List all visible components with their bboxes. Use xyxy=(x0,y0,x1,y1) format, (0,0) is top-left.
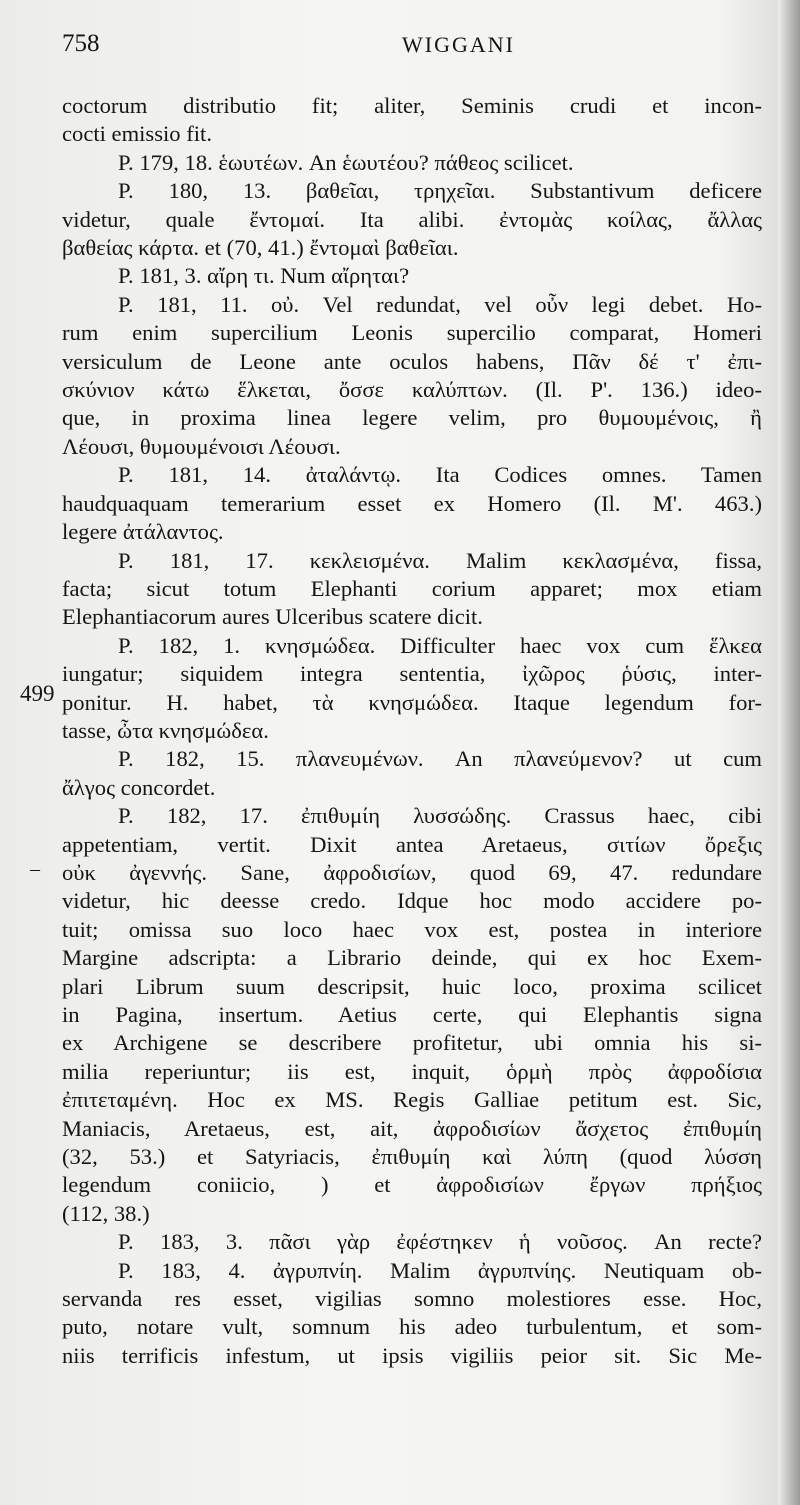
text-line: Margine adscripta: a Librario deinde, qui ex hoc Exem- xyxy=(62,945,762,971)
text-line: milia reperiuntur; iis est, inquit, ὁρμὴ πρὸς ἀφροδίσια xyxy=(62,1058,762,1084)
margin-line-number: 499 xyxy=(20,681,55,706)
text-line: appetentiam, vertit. Dixit antea Aretaeus, σιτίων ὄρεξις xyxy=(62,831,762,857)
text-line: legere ἀτάλαντος. xyxy=(62,519,224,545)
text-line: ex Archigene se describere profitetur, ubi omnia his si- xyxy=(62,1030,762,1056)
text-line: P. 181, 3. αἴρη τι. Num αἴρηται? xyxy=(118,263,410,289)
text-line: niis terrificis infestum, ut ipsis vigiliis peior sit. Sic Me- xyxy=(62,1342,762,1368)
text-line: P. 182, 1. κνησμώδεα. Difficulter haec vox cum ἕλκεα xyxy=(118,632,762,658)
text-line: (32, 53.) et Satyriacis, ἐπιθυμίη καὶ λύπη (quod λύσση xyxy=(62,1144,762,1170)
text-line: servanda res esset, vigilias somno molestiores esse. Hoc, xyxy=(62,1286,762,1312)
text-line: rum enim supercilium Leonis supercilio comparat, Homeri xyxy=(62,320,762,346)
text-line: P. 181, 11. οὐ. Vel redundat, vel οὖν legi debet. Ho- xyxy=(118,291,762,317)
text-line: haudquaquam temerarium esset ex Homero (Il. Μ'. 463.) xyxy=(62,490,762,516)
text-line: plari Librum suum descripsit, huic loco, proxima scilicet xyxy=(62,973,762,999)
running-head: WIGGANI xyxy=(402,32,515,57)
text-line: ἄλγος concordet. xyxy=(62,774,216,800)
page-binding-shadow xyxy=(778,0,800,1505)
text-line: σκύνιον κάτω ἕλκεται, ὄσσε καλύπτων. (Il. Ρ'. 136.) ideo- xyxy=(62,377,762,403)
text-line: οὐκ ἀγεννής. Sane, ἀφροδισίων, quod 69, 47. redundare xyxy=(62,859,762,885)
text-line: tuit; omissa suo loco haec vox est, postea in interiore xyxy=(62,916,762,942)
margin-dash-mark: – xyxy=(30,858,40,880)
text-line: P. 183, 3. πᾶσι γὰρ ἐφέστηκεν ἡ νοῦσος. An recte? xyxy=(118,1229,762,1255)
text-line: iungatur; siquidem integra sententia, ἰχῶρος ῥύσις, inter- xyxy=(62,661,762,687)
text-line: puto, notare vult, somnum his adeo turbulentum, et som- xyxy=(62,1314,762,1340)
text-line: Maniacis, Aretaeus, est, ait, ἀφροδισίων ἄσχετος ἐπιθυμίη xyxy=(62,1115,762,1141)
body-text xyxy=(62,92,762,1370)
text-line: cocti emissio fit. xyxy=(62,121,212,147)
text-line: P. 181, 17. κεκλεισμένα. Malim κεκλασμένα, fissa, xyxy=(118,547,762,573)
text-line: ἐπιτεταμένη. Hoc ex MS. Regis Galliae petitum est. Sic, xyxy=(62,1087,762,1113)
text-line: P. 180, 13. βαθεῖαι, τρηχεῖαι. Substantivum deficere xyxy=(118,178,762,204)
text-line: videtur, hic deesse credo. Idque hoc modo accidere po- xyxy=(62,888,762,914)
text-line: P. 183, 4. ἀγρυπνίη. Malim ἀγρυπνίης. Neutiquam ob- xyxy=(118,1257,762,1283)
text-line: versiculum de Leone ante oculos habens, Πᾶν δέ τ' ἐπι- xyxy=(62,348,762,374)
text-line: P. 181, 14. ἀταλάντῳ. Ita Codices omnes. Tamen xyxy=(118,462,762,488)
text-line: (112, 38.) xyxy=(62,1200,150,1226)
text-line: P. 179, 18. ἑωυτέων. An ἑωυτέου? πάθεος scilicet. xyxy=(118,149,574,175)
text-line: legendum coniicio, ) et ἀφροδισίων ἔργων πρήξιος xyxy=(62,1172,762,1198)
text-line: Λέουσι, θυμουμένοισι Λέουσι. xyxy=(62,433,341,459)
text-line: coctorum distributio fit; aliter, Seminis crudi et incon- xyxy=(62,93,762,118)
page-header xyxy=(62,30,762,66)
text-line: P. 182, 17. ἐπιθυμίη λυσσώδης. Crassus haec, cibi xyxy=(118,803,762,829)
text-line: facta; sicut totum Elephanti corium apparet; mox etiam xyxy=(62,575,762,601)
page-number: 758 xyxy=(62,30,100,57)
text-line: ponitur. H. habet, τὰ κνησμώδεα. Itaque legendum for- xyxy=(62,689,762,715)
text-line: Elephantiacorum aures Ulceribus scatere dicit. xyxy=(62,604,483,630)
text-line: videtur, quale ἔντομαί. Ita alibi. ἐντομὰς κοίλας, ἄλλας xyxy=(62,206,762,232)
text-line: in Pagina, insertum. Aetius certe, qui Elephantis signa xyxy=(62,1002,762,1027)
text-line: P. 182, 15. πλανευμένων. An πλανεύμενον? ut cum xyxy=(118,746,762,772)
text-line: tasse, ὦτα κνησμώδεα. xyxy=(62,717,269,743)
text-line: que, in proxima linea legere velim, pro θυμουμένοις, ἢ xyxy=(62,405,762,431)
text-line: βαθείας κάρτα. et (70, 41.) ἔντομαὶ βαθεῖαι. xyxy=(62,235,459,261)
